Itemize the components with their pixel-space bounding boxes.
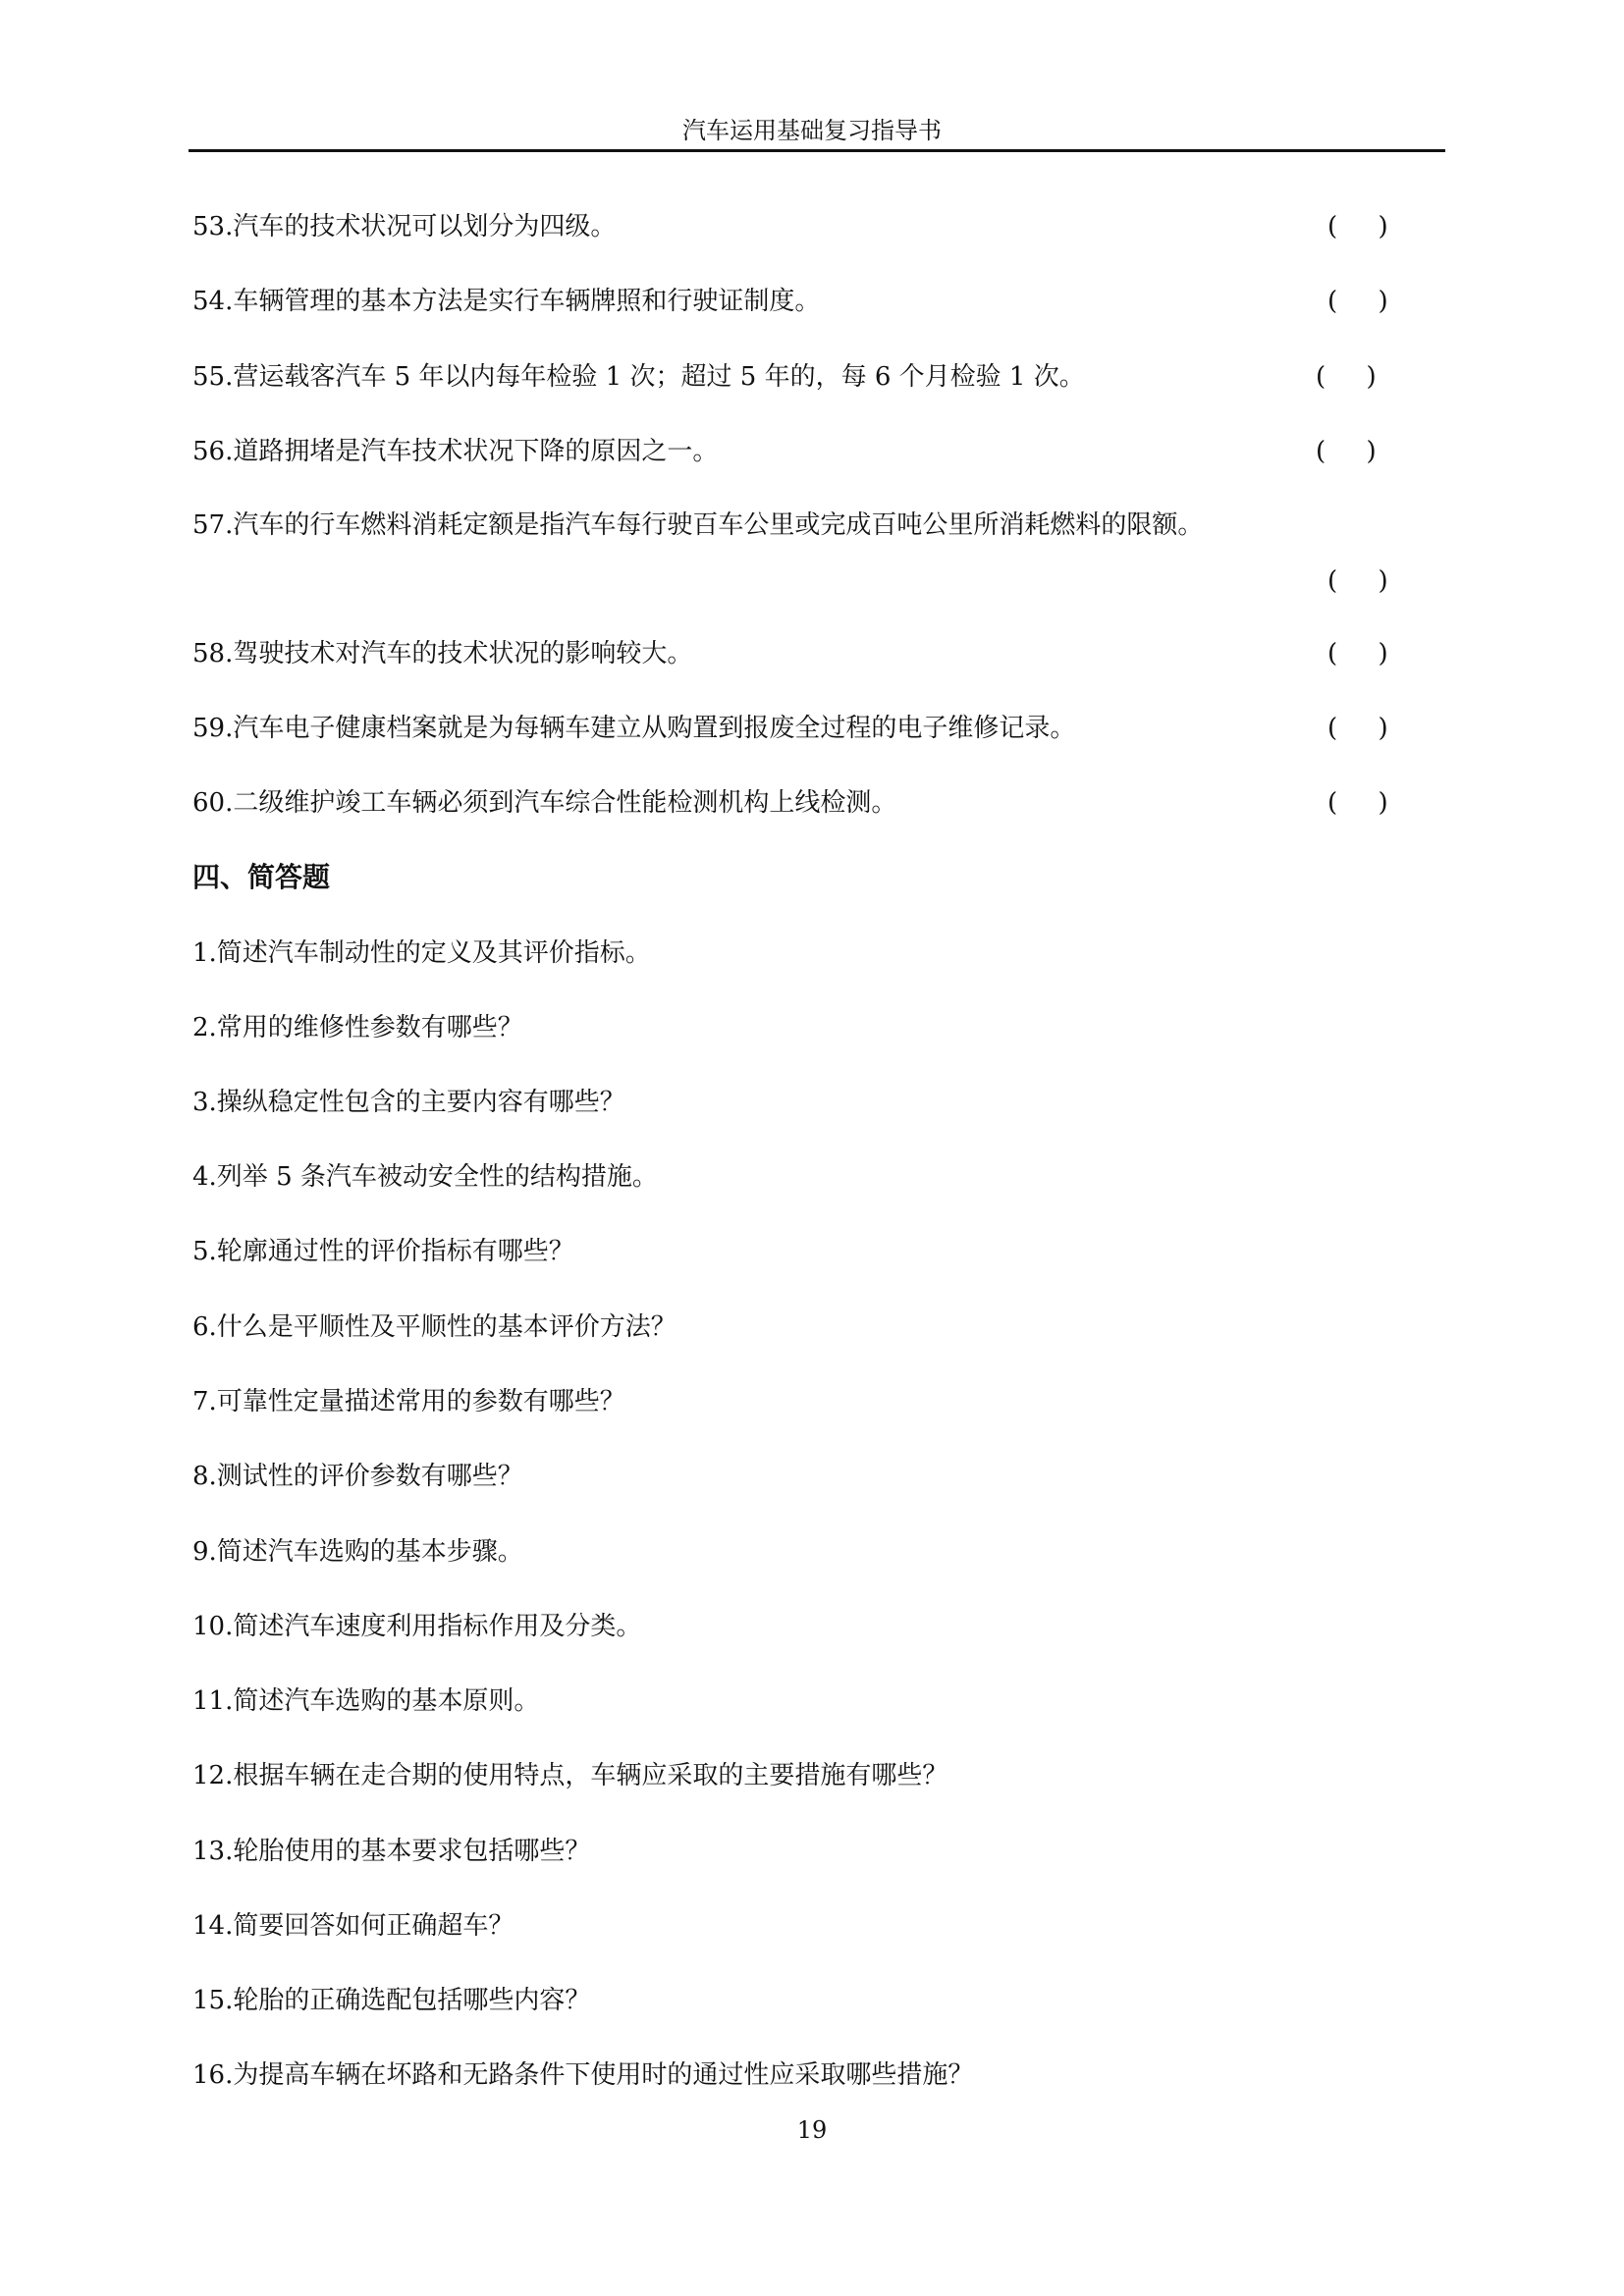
question-6: 6.什么是平顺性及平顺性的基本评价方法？ [192, 1312, 677, 1342]
tf-answer-bracket-57: ( ) [1327, 566, 1388, 596]
question-3: 3.操纵稳定性包含的主要内容有哪些？ [192, 1088, 625, 1117]
tf-answer-bracket-58: ( ) [1327, 639, 1388, 668]
tf-answer-bracket-55: ( ) [1316, 362, 1377, 392]
question-4: 4.列举 5 条汽车被动安全性的结构措施。 [192, 1162, 658, 1192]
tf-item-60: 60.二级维护竣工车辆必须到汽车综合性能检测机构上线检测。 [192, 788, 897, 818]
tf-item-53: 53.汽车的技术状况可以划分为四级。 [192, 212, 617, 241]
tf-answer-bracket-54: ( ) [1327, 287, 1388, 316]
question-10: 10.简述汽车速度利用指标作用及分类。 [192, 1612, 642, 1641]
question-13: 13.轮胎使用的基本要求包括哪些？ [192, 1837, 591, 1866]
question-9: 9.简述汽车选购的基本步骤。 [192, 1537, 523, 1567]
running-header: 汽车运用基础复习指导书 [682, 117, 942, 144]
question-16: 16.为提高车辆在坏路和无路条件下使用时的通过性应采取哪些措施？ [192, 2060, 974, 2090]
question-12: 12.根据车辆在走合期的使用特点，车辆应采取的主要措施有哪些？ [192, 1761, 948, 1790]
tf-answer-bracket-53: ( ) [1327, 212, 1388, 241]
tf-item-54: 54.车辆管理的基本方法是实行车辆牌照和行驶证制度。 [192, 287, 821, 316]
tf-item-55: 55.营运载客汽车 5 年以内每年检验 1 次；超过 5 年的，每 6 个月检验 1 次。 [192, 362, 1085, 392]
question-15: 15.轮胎的正确选配包括哪些内容？ [192, 1986, 591, 2015]
tf-answer-bracket-60: ( ) [1327, 788, 1388, 818]
tf-item-56: 56.道路拥堵是汽车技术状况下降的原因之一。 [192, 437, 719, 466]
tf-answer-bracket-59: ( ) [1327, 714, 1388, 743]
section-title-short-answer: 四、简答题 [192, 861, 331, 893]
page-number: 19 [796, 2116, 828, 2144]
tf-answer-bracket-56: ( ) [1316, 437, 1377, 466]
question-5: 5.轮廓通过性的评价指标有哪些？ [192, 1237, 574, 1266]
tf-item-59: 59.汽车电子健康档案就是为每辆车建立从购置到报废全过程的电子维修记录。 [192, 714, 1076, 743]
question-14: 14.简要回答如何正确超车？ [192, 1911, 514, 1941]
tf-item-58: 58.驾驶技术对汽车的技术状况的影响较大。 [192, 639, 693, 668]
question-1: 1.简述汽车制动性的定义及其评价指标。 [192, 938, 651, 968]
question-8: 8.测试性的评价参数有哪些？ [192, 1462, 523, 1491]
header-rule [189, 149, 1445, 152]
question-7: 7.可靠性定量描述常用的参数有哪些？ [192, 1387, 625, 1416]
question-2: 2.常用的维修性参数有哪些？ [192, 1013, 523, 1042]
question-11: 11.简述汽车选购的基本原则。 [192, 1686, 540, 1716]
tf-item-57: 57.汽车的行车燃料消耗定额是指汽车每行驶百车公里或完成百吨公里所消耗燃料的限额。 [192, 510, 1204, 540]
